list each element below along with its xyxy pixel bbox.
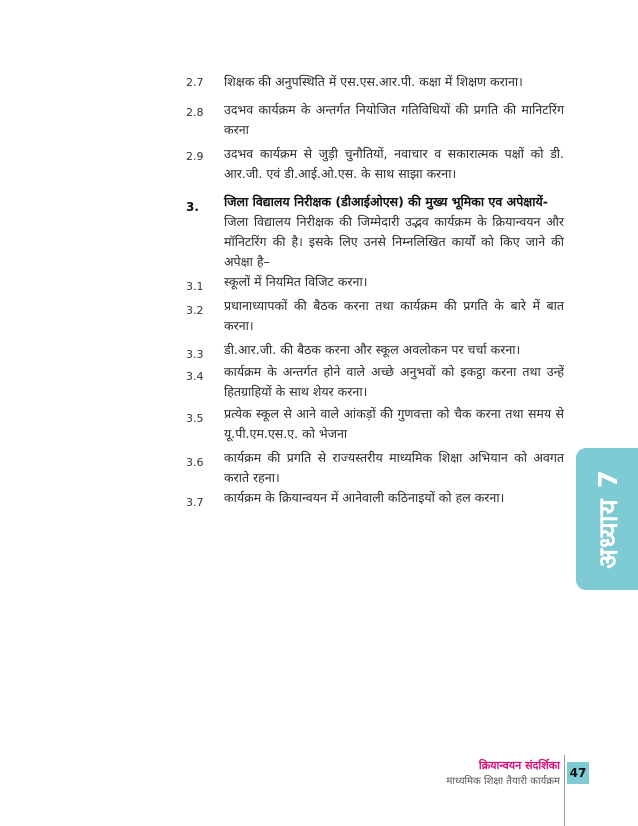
item-text: कार्यक्रम की प्रगति से राज्यस्तरीय माध्यमिक शिक्षा अभियान को अवगत कराते रहना। (224, 450, 564, 485)
chapter-tab (576, 448, 638, 590)
item-text: स्कूलों में नियमित विजिट करना। (224, 274, 368, 289)
item-number: 3.2 (186, 304, 204, 317)
item-text: शिक्षक की अनुपस्थिति में एस.एस.आर.पी. कक्षा में शिक्षण कराना। (224, 74, 523, 89)
item-number: 2.8 (186, 106, 204, 119)
section-body (224, 192, 564, 272)
item-number: 3.6 (186, 456, 204, 469)
item-text: उदभव कार्यक्रम से जुड़ी चुनौतियों, नवाचार व सकारात्मक पक्षों को डी. आर.जी. एवं डी.आई.ओ.एस. के साथ साझा करना। (224, 146, 564, 181)
footer-divider (564, 755, 565, 826)
footer-subtitle: माध्यमिक शिक्षा तैयारी कार्यक्रम (446, 776, 560, 787)
chapter-label: अध्याय 7 (594, 469, 624, 569)
item-number: 3.1 (186, 280, 204, 293)
item-number: 3.3 (186, 348, 204, 361)
item-text: प्रत्येक स्कूल से आने वाले आंकड़ों की गुणवत्ता को चैक करना तथा समय से यू.पी.एम.एस.ए. को भेजना (224, 406, 564, 441)
footer-title: क्रियान्वयन संदर्शिका (478, 759, 560, 772)
item-text: डी.आर.जी. की बैठक करना और स्कूल अवलोकन पर चर्चा करना। (224, 342, 521, 357)
item-number: 3.5 (186, 412, 204, 425)
item-number: 3.4 (186, 370, 204, 383)
item-number: 2.9 (186, 150, 204, 163)
item-text: उदभव कार्यक्रम के अन्तर्गत नियोजित गतिविधियों की प्रगति की मानिटरिंग करना (224, 102, 564, 137)
item-text: कार्यक्रम के अन्तर्गत होने वाले अच्छे अनुभवों को इकट्ठा करना तथा उन्हें हितग्राहियों के साथ शेयर करना। (224, 364, 564, 399)
item-number: 2.7 (186, 76, 204, 89)
section-title: जिला विद्यालय निरीक्षक (डीआईओएस) की मुख्य भूमिका एव अपेक्षायें- (224, 194, 548, 209)
footer (446, 758, 560, 790)
section-intro: जिला विद्यालय निरीक्षक की जिम्मेदारी उद्भव कार्यक्रम के क्रियान्वयन और मॉनिटरिंग की है। इसके लिए उनसे निम्नलिखित कार्यों को किए जाने की अपेक्षा है– (224, 214, 564, 269)
page-number: 47 (567, 762, 589, 784)
item-number: 3.7 (186, 496, 204, 509)
section-number: 3. (186, 200, 199, 214)
item-text: कार्यक्रम के क्रियान्वयन में आनेवाली कठिनाइयों को हल करना। (224, 490, 505, 505)
item-text: प्रधानाध्यापकों की बैठक करना तथा कार्यक्रम की प्रगति के बारे में बात करना। (224, 298, 564, 333)
